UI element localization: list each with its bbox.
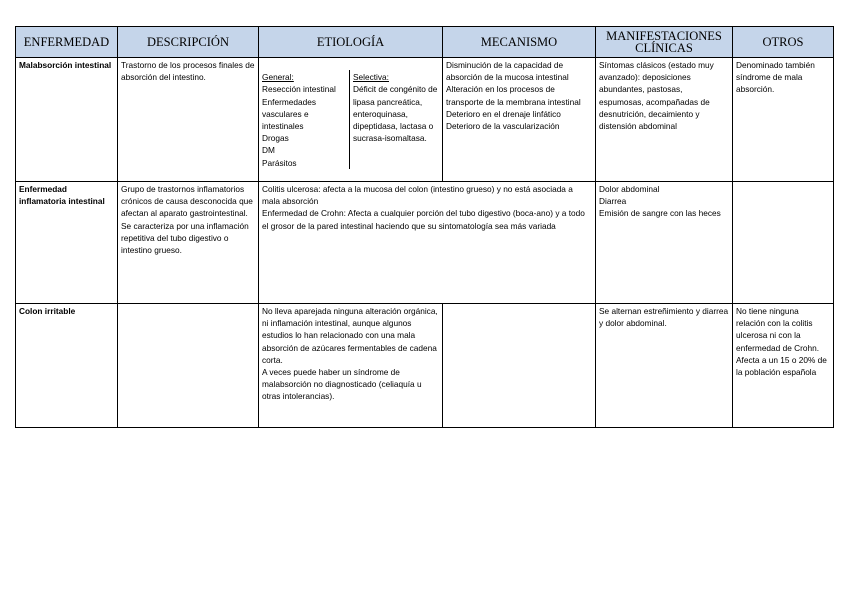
cell-etiologia-mecanismo: Colitis ulcerosa: afecta a la mucosa del colon (intestino grueso) y no está asociada a mala absorción Enfermedad de Crohn: Afecta a cualquier porción del tubo digestivo (boca-ano) y a todo el grosor de la pared intestinal haciendo que su sintomatología sea más variada <box>259 182 596 304</box>
disease-table <box>15 26 834 428</box>
etiologia-selectiva-text: Déficit de congénito de lipasa pancreática, enteroquinasa, dipeptidasa, lactasa o sucrasa-isomaltasa. <box>353 84 438 144</box>
header-manifestaciones: MANIFESTACIONES CLÍNICAS <box>596 27 733 58</box>
header-mecanismo: MECANISMO <box>443 27 596 58</box>
etiologia-general <box>259 70 350 169</box>
cell-enfermedad: Malabsorción intestinal <box>16 58 118 182</box>
cell-descripcion: Grupo de trastornos inflamatorios crónicos de causa desconocida que afectan al aparato gastrointestinal. Se caracteriza por una inflamación repetitiva del tubo digestivo o intestino grueso. <box>118 182 259 304</box>
table-row <box>16 304 834 428</box>
header-otros: OTROS <box>733 27 834 58</box>
etiologia-selectiva <box>350 70 442 169</box>
cell-otros: No tiene ninguna relación con la colitis ulcerosa ni con la enfermedad de Crohn. Afecta a un 15 o 20% de la población española <box>733 304 834 428</box>
cell-enfermedad: Enfermedad inflamatoria intestinal <box>16 182 118 304</box>
cell-descripcion <box>118 304 259 428</box>
cell-etiologia <box>259 58 443 182</box>
etiologia-split <box>259 70 442 169</box>
cell-otros <box>733 182 834 304</box>
cell-manifestaciones: Se alternan estreñimiento y diarrea y dolor abdominal. <box>596 304 733 428</box>
cell-mecanismo: Disminución de la capacidad de absorción de la mucosa intestinal Alteración en los procesos de transporte de la membrana intestinal Deterioro en el drenaje linfático Deterioro de la vascularización <box>443 58 596 182</box>
cell-etiologia: No lleva aparejada ninguna alteración orgánica, ni inflamación intestinal, aunque algunos estudios lo han relacionado con una mala absorción de azúcares fermentables de cadena corta. A veces puede haber un síndrome de malabsorción no diagnosticado (celiaquía u otras intolerancias). <box>259 304 443 428</box>
table-row <box>16 182 834 304</box>
header-etiologia: ETIOLOGÍA <box>259 27 443 58</box>
header-enfermedad: ENFERMEDAD <box>16 27 118 58</box>
cell-descripcion: Trastorno de los procesos finales de absorción del intestino. <box>118 58 259 182</box>
cell-manifestaciones: Síntomas clásicos (estado muy avanzado): deposiciones abundantes, pastosas, espumosas, acompañadas de desnutrición, decaimiento y distensión abdominal <box>596 58 733 182</box>
etiologia-general-text: Resección intestinal Enfermedades vasculares e intestinales Drogas DM Parásitos <box>262 84 336 168</box>
cell-manifestaciones: Dolor abdominal Diarrea Emisión de sangre con las heces <box>596 182 733 304</box>
table-row <box>16 58 834 182</box>
etiologia-general-title: General: <box>262 72 294 83</box>
header-row <box>16 27 834 58</box>
cell-otros: Denominado también síndrome de mala absorción. <box>733 58 834 182</box>
cell-enfermedad: Colon irritable <box>16 304 118 428</box>
etiologia-selectiva-title: Selectiva: <box>353 72 389 83</box>
header-descripcion: DESCRIPCIÓN <box>118 27 259 58</box>
cell-mecanismo <box>443 304 596 428</box>
